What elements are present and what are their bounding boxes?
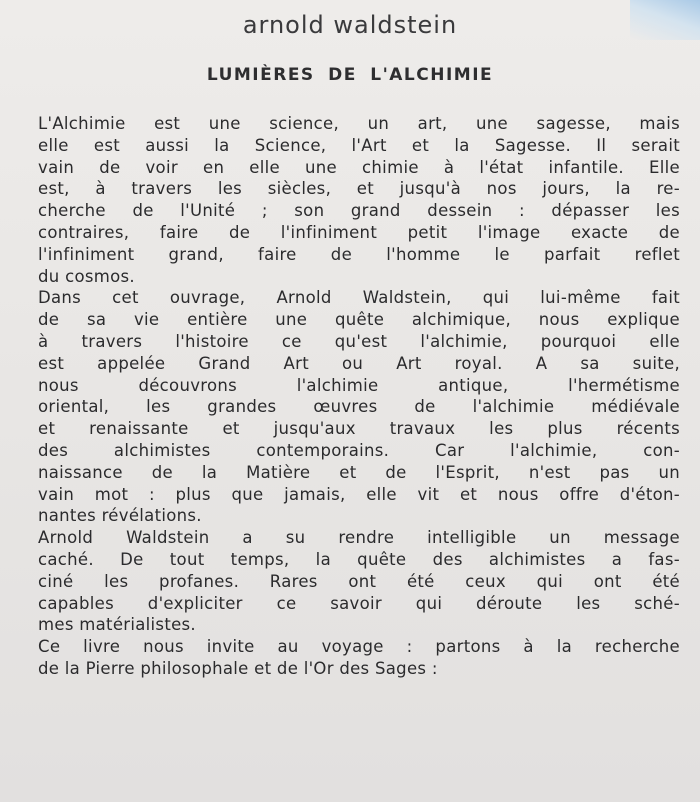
text-line: à travers l'histoire ce qu'est l'alchimie, pourquoi elle [38, 331, 680, 351]
text-line: et renaissante et jusqu'aux travaux les plus récents [38, 419, 680, 439]
paragraph-4 [38, 636, 680, 680]
text-line: des alchimistes contemporains. Car l'alchimie, con- [38, 440, 680, 460]
text-line: capables d'expliciter ce savoir qui déroute les sché- [38, 593, 680, 613]
text-line: est appelée Grand Art ou Art royal. A sa suite, [38, 353, 680, 373]
text-line: Arnold Waldstein a su rendre intelligible un message [38, 528, 680, 548]
text-line: ciné les profanes. Rares ont été ceux qui ont été [38, 571, 680, 591]
text-line: naissance de la Matière et de l'Esprit, n'est pas un [38, 462, 680, 482]
text-line: caché. De tout temps, la quête des alchimistes a fas- [38, 549, 680, 569]
author-name: arnold waldstein [242, 11, 458, 39]
text-line: elle est aussi la Science, l'Art et la Sagesse. Il serait [38, 135, 680, 155]
text-line: contraires, faire de l'infiniment petit l'image exacte de [38, 222, 680, 242]
text-line: vain mot : plus que jamais, elle vit et nous offre d'éton- [38, 484, 680, 504]
book-title: LUMIÈRES DE L'ALCHIMIE [206, 65, 494, 85]
text-line: l'infiniment grand, faire de l'homme le parfait reflet [38, 244, 680, 264]
text-line: cherche de l'Unité ; son grand dessein : dépasser les [38, 201, 680, 221]
text-line: L'Alchimie est une science, un art, une sagesse, mais [38, 114, 680, 133]
text-line: de la Pierre philosophale et de l'Or des Sages : [38, 658, 438, 678]
text-line: nous découvrons l'alchimie antique, l'hermétisme [38, 375, 680, 395]
text-line: de sa vie entière une quête alchimique, nous explique [38, 310, 680, 330]
text-line: vain de voir en elle une chimie à l'état infantile. Elle [38, 157, 680, 177]
blurb-text [38, 113, 680, 680]
text-line: du cosmos. [38, 266, 135, 286]
text-line: mes matérialistes. [38, 615, 196, 635]
text-line: Dans cet ouvrage, Arnold Waldstein, qui lui-même fait [38, 288, 680, 308]
text-line: Ce livre nous invite au voyage : partons à la recherche [38, 637, 680, 657]
paragraph-1 [38, 113, 680, 287]
paragraph-3 [38, 527, 680, 636]
text-line: est, à travers les siècles, et jusqu'à nos jours, la re- [38, 179, 680, 199]
text-line: nantes révélations. [38, 506, 202, 526]
text-line: oriental, les grandes œuvres de l'alchimie médiévale [38, 397, 680, 417]
paragraph-2 [38, 287, 680, 527]
